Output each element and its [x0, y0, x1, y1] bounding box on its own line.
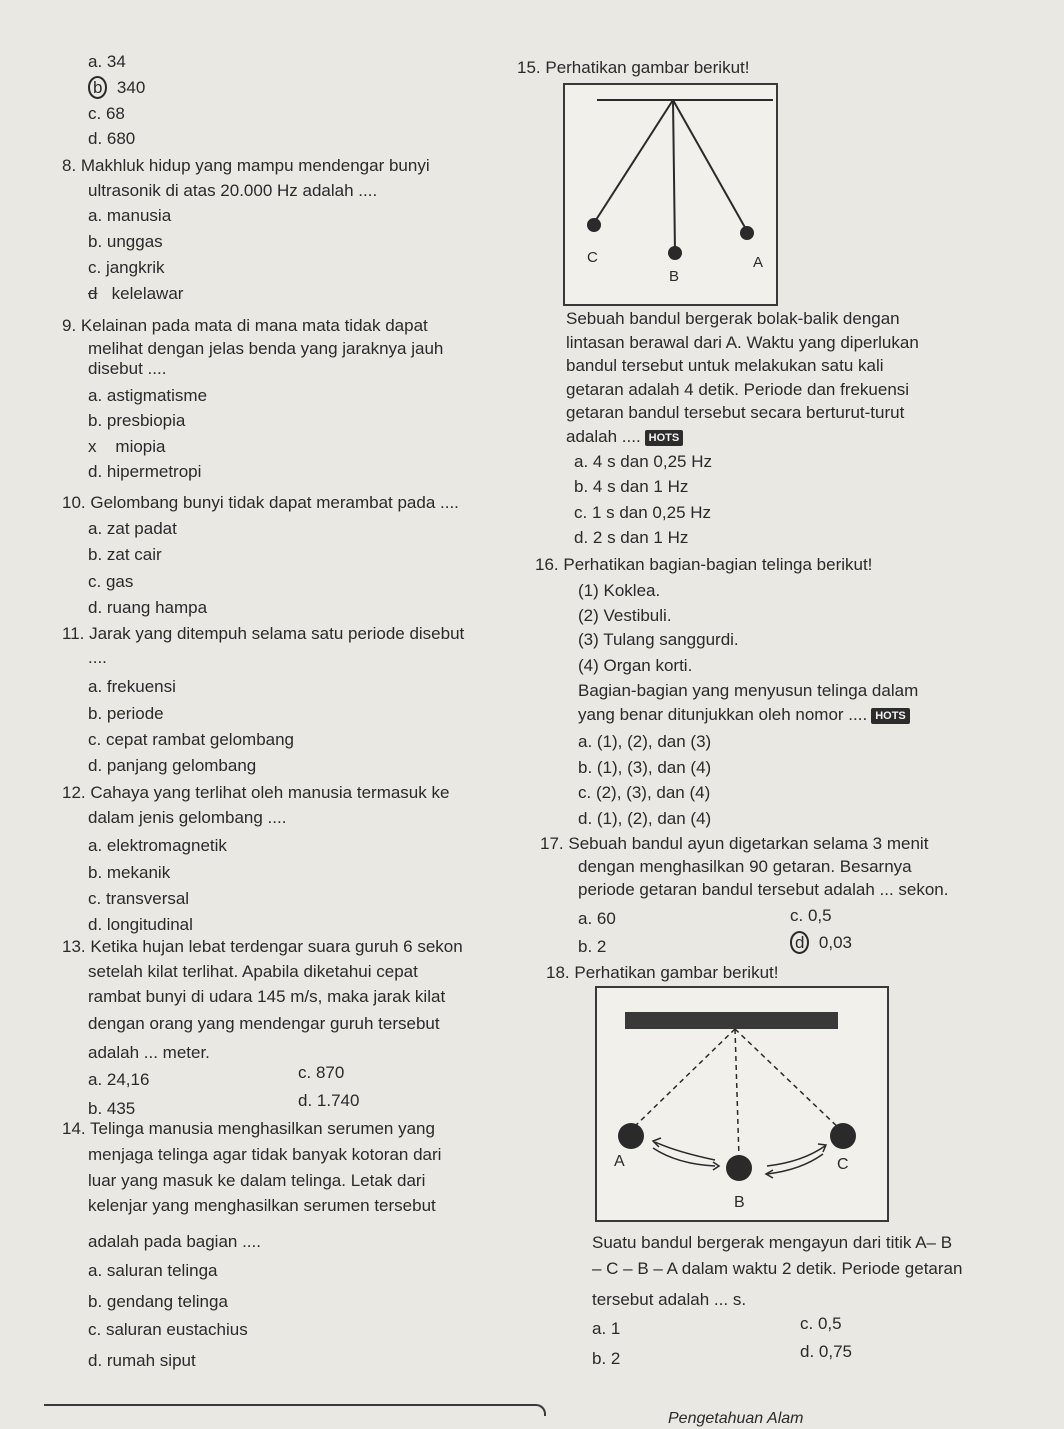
label-b: B — [669, 268, 680, 285]
q18-text: Suatu bandul bergerak mengayun dari titik A– B — [592, 1233, 953, 1252]
q17-option-b[interactable]: b. 2 — [578, 937, 607, 956]
q9-option-c[interactable] — [88, 437, 166, 457]
q18-option-d[interactable]: d. 0,75 — [800, 1342, 852, 1361]
q9-option-b[interactable]: b. presbiopia — [88, 411, 186, 430]
q16-title: 16. Perhatikan bagian-bagian telinga berikut! — [535, 555, 873, 574]
string-left — [631, 1029, 735, 1130]
bob-center — [668, 246, 682, 260]
string-center — [673, 100, 675, 252]
q10-text: 10. Gelombang bunyi tidak dapat merambat pada .... — [62, 493, 459, 512]
q14-text: 14. Telinga manusia menghasilkan serumen yang — [62, 1119, 435, 1138]
q13-text-5: adalah ... meter. — [88, 1043, 210, 1062]
q16-item-3: (3) Tulang sanggurdi. — [578, 630, 739, 649]
q13-option-b[interactable]: b. 435 — [88, 1099, 136, 1118]
answer-mark: d — [88, 284, 98, 303]
bob-c — [830, 1123, 856, 1149]
q11-option-b[interactable]: b. periode — [88, 704, 164, 723]
q15-title: 15. Perhatikan gambar berikut! — [517, 58, 750, 77]
q8-option-d-text: kelelawar — [111, 284, 184, 303]
q15-option-b[interactable]: b. 4 s dan 1 Hz — [574, 477, 689, 496]
q14-text-5: adalah pada bagian .... — [88, 1232, 261, 1251]
q11-option-a[interactable]: a. frekuensi — [88, 677, 176, 696]
q11-text: 11. Jarak yang ditempuh selama satu periode disebut — [62, 624, 465, 643]
q14-text-4: kelenjar yang menghasilkan serumen tersebut — [88, 1196, 436, 1215]
q11-option-c[interactable]: c. cepat rambat gelombang — [88, 730, 295, 749]
q15-option-a[interactable]: a. 4 s dan 0,25 Hz — [574, 452, 712, 471]
q16-option-a[interactable]: a. (1), (2), dan (3) — [578, 732, 712, 751]
label-c: C — [837, 1156, 849, 1173]
string-right — [673, 100, 747, 231]
q12-option-b[interactable]: b. mekanik — [88, 863, 171, 882]
q17-text-3: periode getaran bandul tersebut adalah ... sekon. — [578, 880, 949, 899]
q8-text-2: ultrasonik di atas 20.000 Hz adalah .... — [88, 181, 378, 200]
q17-text-2: dengan menghasilkan 90 getaran. Besarnya — [578, 857, 912, 876]
q17-option-d[interactable] — [790, 933, 852, 953]
q7-option-b[interactable] — [88, 78, 145, 98]
q16-item-1: (1) Koklea. — [578, 581, 661, 600]
q13-option-a[interactable]: a. 24,16 — [88, 1070, 150, 1089]
q15-text-2: lintasan berawal dari A. Waktu yang diperlukan — [566, 333, 919, 352]
q12-text-2: dalam jenis gelombang .... — [88, 808, 287, 827]
q9-text-2: melihat dengan jelas benda yang jaraknya jauh — [88, 339, 444, 358]
q18-option-c[interactable]: c. 0,5 — [800, 1314, 842, 1333]
bob-b — [726, 1155, 752, 1181]
q8-option-d[interactable] — [88, 284, 183, 304]
q18-title: 18. Perhatikan gambar berikut! — [546, 963, 779, 982]
q15-text-3: bandul tersebut untuk melakukan satu kali — [566, 356, 884, 375]
q15-text-6-label: adalah .... — [566, 427, 641, 446]
q16-text-2 — [578, 705, 910, 725]
answer-mark: d — [790, 931, 809, 954]
q15-text-6 — [566, 427, 683, 447]
q12-text: 12. Cahaya yang terlihat oleh manusia termasuk ke — [62, 783, 450, 802]
string-center — [735, 1029, 739, 1158]
q18-option-b[interactable]: b. 2 — [592, 1349, 621, 1368]
swing-arrow-bc — [767, 1146, 825, 1166]
label-a: A — [614, 1153, 625, 1170]
q14-option-c[interactable]: c. saluran eustachius — [88, 1320, 248, 1339]
q12-option-c[interactable]: c. transversal — [88, 889, 190, 908]
label-b: B — [734, 1194, 745, 1211]
pendulum-diagram-1 — [565, 85, 776, 304]
q13-text: 13. Ketika hujan lebat terdengar suara guruh 6 sekon — [62, 937, 463, 956]
q16-item-4: (4) Organ korti. — [578, 656, 693, 675]
q15-option-d[interactable]: d. 2 s dan 1 Hz — [574, 528, 689, 547]
q8-text: 8. Makhluk hidup yang mampu mendengar bunyi — [62, 156, 430, 175]
q16-item-2: (2) Vestibuli. — [578, 606, 672, 625]
q15-text-5: getaran bandul tersebut secara berturut-turut — [566, 403, 905, 422]
swing-arrow-ba — [655, 1142, 715, 1160]
q14-option-b[interactable]: b. gendang telinga — [88, 1292, 228, 1311]
bob-left — [587, 218, 601, 232]
q14-text-2: menjaga telinga agar tidak banyak kotoran dari — [88, 1145, 442, 1164]
q11-text-2: .... — [88, 648, 107, 667]
q9-option-c-text: miopia — [115, 437, 166, 456]
q15-text-4: getaran adalah 4 detik. Periode dan frekuensi — [566, 380, 910, 399]
pendulum-figure-1 — [563, 83, 778, 306]
q9-text: 9. Kelainan pada mata di mana mata tidak dapat — [62, 316, 428, 335]
q10-option-c[interactable]: c. gas — [88, 572, 134, 591]
string-right — [735, 1029, 843, 1132]
q8-option-c[interactable]: c. jangkrik — [88, 258, 165, 277]
q7-option-c[interactable]: c. 68 — [88, 104, 125, 123]
q7-option-b-text: 340 — [116, 78, 146, 97]
q10-option-b[interactable]: b. zat cair — [88, 545, 162, 564]
footer-divider — [44, 1404, 546, 1416]
q9-option-a[interactable]: a. astigmatisme — [88, 386, 208, 405]
q8-option-b[interactable]: b. unggas — [88, 232, 163, 251]
q12-option-d[interactable]: d. longitudinal — [88, 915, 193, 934]
q12-option-a[interactable]: a. elektromagnetik — [88, 836, 227, 855]
hots-badge: HOTS — [871, 708, 910, 724]
q13-text-4: dengan orang yang mendengar guruh tersebut — [88, 1014, 440, 1033]
q10-option-a[interactable]: a. zat padat — [88, 519, 177, 538]
pivot-bar — [625, 1012, 838, 1029]
q10-option-d[interactable]: d. ruang hampa — [88, 598, 208, 617]
q17-option-c[interactable]: c. 0,5 — [790, 906, 832, 925]
bob-a — [618, 1123, 644, 1149]
q7-option-d[interactable]: d. 680 — [88, 129, 136, 148]
q18-text-3: tersebut adalah ... s. — [592, 1290, 747, 1309]
q7-option-a[interactable]: a. 34 — [88, 52, 126, 71]
q16-option-c[interactable]: c. (2), (3), dan (4) — [578, 783, 711, 802]
q16-text-2-label: yang benar ditunjukkan oleh nomor .... — [578, 705, 868, 724]
q17-option-a[interactable]: a. 60 — [578, 909, 616, 928]
pendulum-figure-2 — [595, 986, 889, 1222]
q13-text-3: rambat bunyi di udara 145 m/s, maka jarak kilat — [88, 987, 446, 1006]
answer-mark: b — [88, 76, 107, 99]
q17-option-d-text: 0,03 — [818, 933, 853, 952]
q9-text-3: disebut .... — [88, 359, 167, 378]
swing-arrow-ab — [653, 1148, 715, 1166]
swing-arrow-cb — [767, 1154, 823, 1174]
answer-mark: x — [88, 437, 97, 456]
q9-option-d[interactable]: d. hipermetropi — [88, 462, 202, 481]
pendulum-diagram-2 — [597, 988, 887, 1220]
q13-option-c[interactable]: c. 870 — [298, 1063, 345, 1082]
hots-badge: HOTS — [645, 430, 684, 446]
q8-option-a[interactable]: a. manusia — [88, 206, 172, 225]
q17-text: 17. Sebuah bandul ayun digetarkan selama 3 menit — [540, 834, 929, 853]
q13-text-2: setelah kilat terlihat. Apabila diketahui cepat — [88, 962, 418, 981]
q16-option-d[interactable]: d. (1), (2), dan (4) — [578, 809, 712, 828]
q15-option-c[interactable]: c. 1 s dan 0,25 Hz — [574, 503, 712, 522]
q13-option-d[interactable]: d. 1.740 — [298, 1091, 360, 1110]
label-a: A — [753, 254, 764, 271]
q15-text: Sebuah bandul bergerak bolak-balik dengan — [566, 309, 900, 328]
q14-option-a[interactable]: a. saluran telinga — [88, 1261, 218, 1280]
q14-option-d[interactable]: d. rumah siput — [88, 1351, 196, 1370]
label-c: C — [587, 249, 598, 266]
q11-option-d[interactable]: d. panjang gelombang — [88, 756, 257, 775]
q18-option-a[interactable]: a. 1 — [592, 1319, 621, 1338]
q16-text: Bagian-bagian yang menyusun telinga dalam — [578, 681, 919, 700]
string-left — [594, 100, 673, 223]
footer-label: Pengetahuan Alam — [668, 1410, 804, 1427]
bob-right — [740, 226, 754, 240]
q16-option-b[interactable]: b. (1), (3), dan (4) — [578, 758, 712, 777]
q18-text-2: – C – B – A dalam waktu 2 detik. Periode getaran — [592, 1259, 963, 1278]
q14-text-3: luar yang masuk ke dalam telinga. Letak dari — [88, 1171, 426, 1190]
